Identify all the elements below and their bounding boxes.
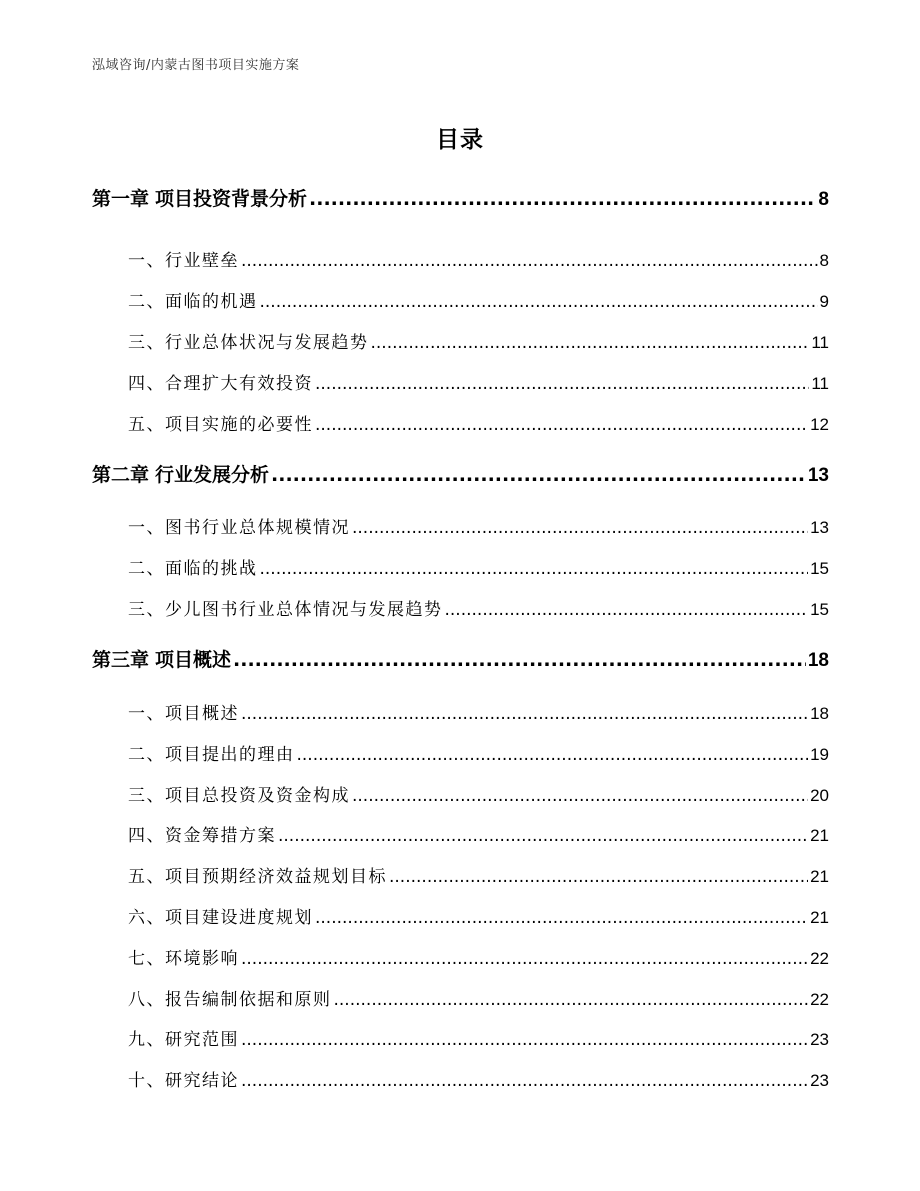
page-number: 12 (810, 415, 829, 434)
section-title: 环境影响 (165, 949, 239, 969)
page-title: 目录 (436, 127, 484, 153)
dot-leader (352, 518, 808, 538)
toc-section-3-8[interactable] (128, 985, 829, 1010)
section-title: 项目提出的理由 (165, 745, 295, 765)
section-number: 一、 (128, 518, 165, 538)
page-number: 20 (810, 786, 829, 805)
section-title: 图书行业总体规模情况 (165, 518, 350, 538)
section-number: 二、 (128, 745, 165, 765)
toc-chapter-1[interactable] (92, 184, 829, 211)
toc-section-3-3[interactable] (128, 781, 829, 806)
section-number: 七、 (128, 949, 165, 969)
page-number: 11 (811, 333, 829, 352)
toc-section-2-1[interactable] (128, 513, 829, 538)
dot-leader (241, 1071, 808, 1091)
toc-section-3-2[interactable] (128, 740, 829, 765)
page-number: 11 (811, 374, 829, 393)
dot-leader (241, 949, 808, 969)
toc-section-1-2[interactable] (128, 287, 829, 312)
section-title: 面临的挑战 (165, 559, 258, 579)
chapter-number: 第一章 (92, 188, 150, 210)
dot-leader (271, 464, 806, 486)
section-title: 行业壁垒 (165, 251, 239, 271)
page-number: 21 (810, 908, 829, 927)
toc-section-3-6[interactable] (128, 903, 829, 928)
dot-leader (315, 374, 809, 394)
toc-section-3-1[interactable] (128, 699, 829, 724)
page-number: 19 (810, 745, 829, 764)
toc-section-3-5[interactable] (128, 862, 829, 887)
toc-chapter-3[interactable] (92, 645, 829, 672)
toc-section-1-3[interactable] (128, 328, 829, 353)
dot-leader (315, 415, 808, 435)
dot-leader (241, 704, 808, 724)
toc-section-3-10[interactable] (128, 1066, 829, 1091)
page-number: 21 (810, 867, 829, 886)
toc-section-1-4[interactable] (128, 369, 829, 394)
page-number: 18 (807, 650, 829, 671)
toc-section-3-7[interactable] (128, 944, 829, 969)
section-title: 资金筹措方案 (165, 826, 276, 846)
chapter-number: 第三章 (92, 649, 150, 671)
toc-section-2-3[interactable] (128, 595, 829, 620)
dot-leader (334, 990, 809, 1010)
dot-leader (315, 908, 808, 928)
page-number: 8 (819, 251, 829, 270)
chapter-title: 项目投资背景分析 (155, 188, 308, 210)
section-title: 项目预期经济效益规划目标 (165, 867, 387, 887)
page-number: 15 (810, 559, 829, 578)
dot-leader (352, 786, 808, 806)
section-title: 行业总体状况与发展趋势 (165, 333, 369, 353)
section-number: 三、 (128, 600, 165, 620)
section-title: 面临的机遇 (165, 292, 258, 312)
running-header: 泓域咨询/内蒙古图书项目实施方案 (92, 58, 300, 73)
dot-leader (371, 333, 810, 353)
page-number: 13 (807, 465, 829, 486)
section-number: 二、 (128, 559, 165, 579)
section-title: 研究结论 (165, 1071, 239, 1091)
page-number: 21 (810, 826, 829, 845)
page-number: 13 (810, 518, 829, 537)
section-number: 十、 (128, 1071, 165, 1091)
dot-leader (233, 649, 806, 671)
section-title: 项目实施的必要性 (165, 415, 313, 435)
section-number: 六、 (128, 908, 165, 928)
section-title: 项目概述 (165, 704, 239, 724)
section-number: 二、 (128, 292, 165, 312)
dot-leader (278, 826, 808, 846)
section-number: 五、 (128, 415, 165, 435)
toc-section-3-9[interactable] (128, 1025, 829, 1050)
page-number: 23 (810, 1071, 829, 1090)
chapter-title: 行业发展分析 (155, 464, 270, 486)
page-number: 15 (810, 600, 829, 619)
toc-section-1-1[interactable] (128, 246, 829, 271)
toc-section-1-5[interactable] (128, 410, 829, 435)
section-number: 九、 (128, 1030, 165, 1050)
section-number: 一、 (128, 704, 165, 724)
section-title: 报告编制依据和原则 (165, 990, 332, 1010)
section-number: 八、 (128, 990, 165, 1010)
section-number: 三、 (128, 333, 165, 353)
section-title: 研究范围 (165, 1030, 239, 1050)
section-title: 项目建设进度规划 (165, 908, 313, 928)
chapter-title: 项目概述 (155, 649, 232, 671)
dot-leader (241, 251, 818, 271)
dot-leader (260, 292, 818, 312)
toc-section-3-4[interactable] (128, 821, 829, 846)
dot-leader (309, 188, 816, 210)
page-number: 9 (819, 292, 829, 311)
dot-leader (389, 867, 808, 887)
page-number: 22 (810, 990, 829, 1009)
dot-leader (260, 559, 809, 579)
section-title: 合理扩大有效投资 (165, 374, 313, 394)
page-number: 23 (810, 1030, 829, 1049)
section-number: 三、 (128, 786, 165, 806)
page-number: 18 (810, 704, 829, 723)
page-number: 22 (810, 949, 829, 968)
toc-chapter-2[interactable] (92, 460, 829, 487)
dot-leader (297, 745, 809, 765)
section-number: 五、 (128, 867, 165, 887)
section-number: 四、 (128, 826, 165, 846)
toc-section-2-2[interactable] (128, 554, 829, 579)
section-number: 四、 (128, 374, 165, 394)
section-title: 项目总投资及资金构成 (165, 786, 350, 806)
dot-leader (241, 1030, 808, 1050)
page-number: 8 (818, 189, 829, 210)
section-number: 一、 (128, 251, 165, 271)
section-title: 少儿图书行业总体情况与发展趋势 (165, 600, 443, 620)
chapter-number: 第二章 (92, 464, 150, 486)
dot-leader (445, 600, 809, 620)
